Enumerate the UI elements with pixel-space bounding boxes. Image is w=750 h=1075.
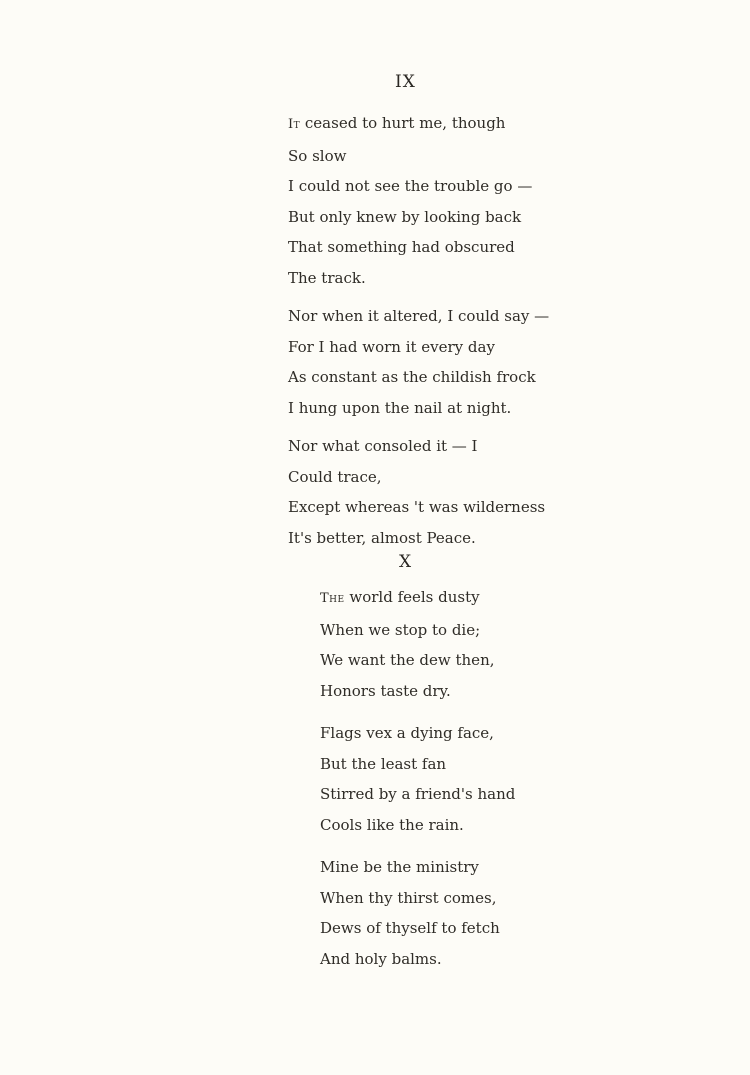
poem-ix-stanza-1	[288, 108, 549, 293]
poem-line: I could not see the trouble go —	[288, 177, 533, 195]
poem-line: I hung upon the nail at night.	[288, 398, 512, 417]
poem-line: Flags vex a dying face,	[320, 724, 494, 742]
poem-line: Stirred by a friend's hand	[320, 785, 516, 803]
opening-small-caps: The	[320, 591, 345, 606]
poem-ix-stanza-3	[288, 431, 549, 553]
poem-line: We want the dew then,	[320, 651, 495, 669]
poem-line: But the least fan	[320, 754, 447, 773]
poem-line: Could trace,	[288, 467, 382, 486]
poem-x-stanza-2	[320, 718, 515, 840]
poem-line: When thy thirst comes,	[320, 888, 497, 907]
poem-line: Nor when it altered, I could say —	[288, 307, 550, 325]
poem-line: And holy balms.	[320, 949, 442, 968]
poem-x-stanza-3	[320, 852, 515, 974]
poem-number-x: X	[399, 552, 413, 572]
poem-ix-stanza-2	[288, 301, 549, 423]
poem-line: It's better, almost Peace.	[288, 528, 476, 547]
poem-line: Cools like the rain.	[320, 815, 464, 834]
poem-ix	[288, 108, 549, 553]
poem-line: Mine be the ministry	[320, 858, 479, 876]
poem-line: That something had obscured	[288, 238, 515, 256]
poem-line: For I had worn it every day	[288, 337, 495, 356]
opening-small-caps: It	[288, 117, 301, 132]
poem-line: The track.	[288, 268, 366, 287]
poem-line: When we stop to die;	[320, 620, 481, 639]
poem-line: The world feels dusty	[320, 588, 480, 606]
poem-line: Dews of thyself to fetch	[320, 919, 500, 937]
poem-line: As constant as the childish frock	[288, 368, 536, 386]
poem-line: Nor what consoled it — I	[288, 437, 478, 455]
poem-x	[320, 582, 515, 974]
poem-line: But only knew by looking back	[288, 207, 522, 226]
poem-line: It ceased to hurt me, though	[288, 114, 506, 132]
poem-line: So slow	[288, 146, 347, 165]
poem-number-ix: IX	[395, 72, 416, 92]
poem-x-stanza-1	[320, 582, 515, 706]
poem-line: Except whereas 't was wilderness	[288, 498, 546, 516]
poem-line: Honors taste dry.	[320, 681, 451, 700]
